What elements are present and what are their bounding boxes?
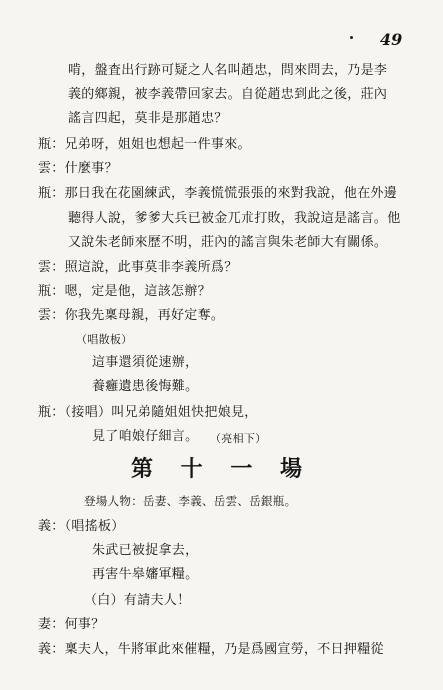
- text-line: 義的鄉親，被李義帶回家去。自從趙忠到此之後，莊內: [68, 87, 388, 102]
- dialogue-line: 雲：你我先稟母親，再好定奪。: [38, 308, 225, 323]
- text-line: 啃，盤査出行跡可疑之人名叫趙忠，問來問去，乃是李: [68, 63, 388, 78]
- cast-list: 登場人物：岳妻、李義、岳雲、岳銀瓶。: [84, 494, 297, 508]
- stage-direction: （唱散板）: [76, 333, 133, 346]
- verse-line: 養癰遺患後悔難。: [92, 379, 199, 394]
- stage-direction: （亮相下）: [210, 432, 267, 445]
- verse-line: 見了咱娘仔細言。: [92, 429, 199, 444]
- verse-line: 這事還須從速辦，: [92, 355, 199, 370]
- dialogue-line: 妻：何事？: [38, 617, 105, 632]
- dialogue-line: 義：（唱搖板）: [38, 519, 125, 534]
- verse-line: 再害牛皋嬸軍糧。: [92, 567, 199, 582]
- dialogue-line: 瓶：嗯，定是他，這該怎辦？: [38, 284, 211, 299]
- dialogue-line: 瓶：兄弟呀，姐姐也想起一件事來。: [38, 137, 251, 152]
- dialogue-line: 義：稟夫人，牛將軍此來催糧，乃是爲國宣勞，不日押糧從: [38, 642, 384, 657]
- scene-title: 第 十 一 場: [131, 456, 312, 482]
- text-line: 又說朱老師來歷不明，莊內的謠言與朱老師大有關係。: [68, 235, 388, 250]
- page-number: 49: [380, 30, 403, 49]
- text-line: 聽得人說，爹爹大兵已被金兀朮打敗，我說這是謠言。他: [68, 211, 401, 226]
- dialogue-line: 瓶：那日我在花園練武，李義慌慌張張的來對我說，他在外邊: [38, 186, 398, 201]
- spoken-line: （白）有請夫人！: [84, 593, 191, 608]
- dialogue-line: 雲：照這說，此事莫非李義所爲？: [38, 260, 238, 275]
- dialogue-line: 瓶：（接唱）叫兄弟隨姐姐快把娘見，: [38, 405, 258, 420]
- dialogue-line: 雲：什麼事？: [38, 161, 118, 176]
- text-line: 謠言四起，莫非是那趙忠？: [68, 111, 228, 126]
- verse-line: 朱武已被捉拿去，: [92, 543, 199, 558]
- ink-mark: [350, 36, 353, 39]
